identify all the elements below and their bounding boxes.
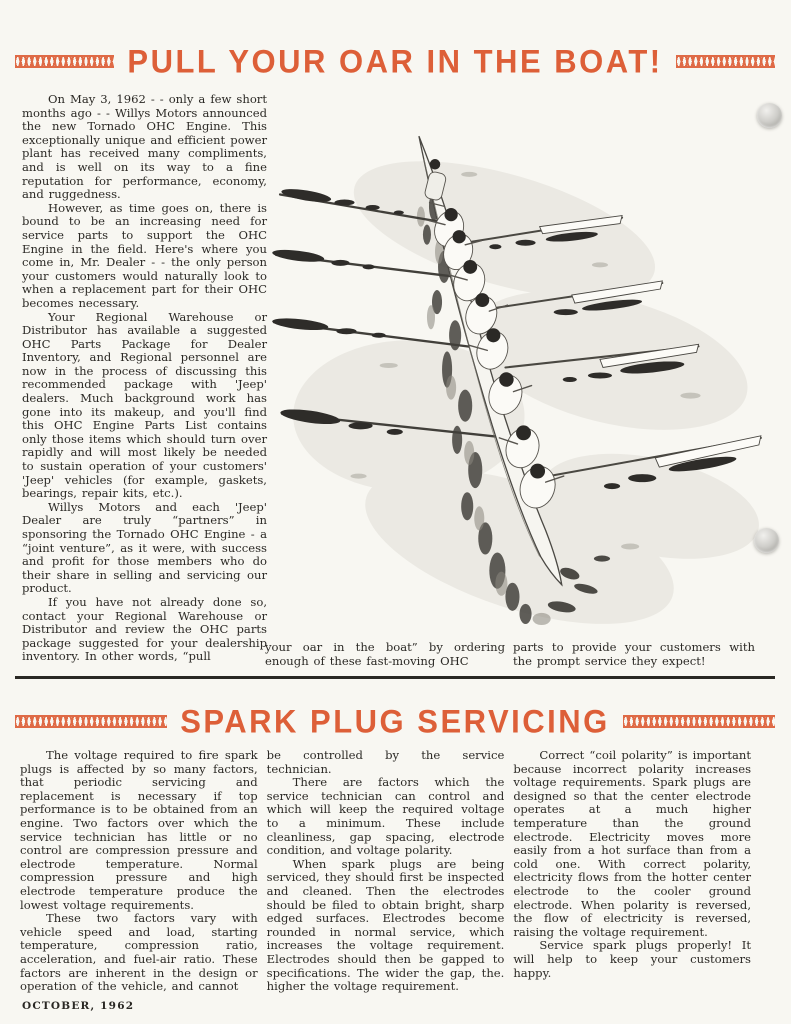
paragraph: When spark plugs are being serviced, they should first be inspected and cleaned. Then the electrodes should be filed to obtain bright, sharp edged surfaces. Electrodes become rounded in normal service, which increases the voltage requirement. Electrodes should then be gapped to specifications. The wider the gap, the. higher the voltage requirement.: [266, 856, 505, 994]
masthead-banner: [15, 42, 775, 80]
paragraph: Correct “coil polarity” is important because incorrect polarity increases voltage requirements. Spark plugs are designed so that the center electrode operates at a much higher temperature than the ground electrode. Electricity moves more easily from a hot surface than from a cold one. With correct polarity, electricity flows from the hotter center electrode to the cooler ground electrode. When polarity is reversed, the flow of electricity is reversed, raising the voltage requirement.: [513, 748, 752, 939]
caption-text: parts to provide your customers with the prompt service they expect!: [513, 640, 755, 668]
caption-text: your oar in the boat” by ordering enough of these fast-moving OHC: [265, 640, 505, 668]
paragraph: However, as time goes on, there is bound to be an increasing need for service parts to support the OHC Engine in the field. Here's where you come in, Mr. Dealer - - the only person your customers would naturally look to when a replacement part for their OHC becomes necessary.: [22, 200, 267, 310]
spark-column-2: [267, 749, 505, 994]
punch-hole-icon: [754, 528, 779, 553]
paragraph: If you have not already done so, contact your Regional Warehouse or Distributor and review the OHC parts package suggested for your dealership inventory. In other words, “pull: [22, 594, 267, 664]
caption-column-right: [513, 641, 755, 668]
paragraph: These two factors vary with vehicle speed and load, starting temperature, compression ratio, acceleration, and fuel-air ratio. These factors are inherent in the design or operation of the vehicle, and cannot: [20, 911, 258, 994]
paragraph: Service spark plugs properly! It will help to keep your customers happy.: [513, 938, 752, 980]
paragraph: Willys Motors and each 'Jeep' Dealer are truly “partners” in sponsoring the Tornado OHC Engine - a “joint venture”, as it were, with success and profit for those members who do their share in selling and servicing our product.: [22, 499, 267, 596]
paragraph: There are factors which the service technician can control and which will keep the required voltage to a minimum. These include cleanliness, gap spacing, electrode condition, and voltage polarity.: [266, 775, 505, 858]
rowing-illustration: [266, 114, 773, 632]
footer-date: OCTOBER, 1962: [22, 1000, 135, 1012]
section-divider: [15, 676, 775, 679]
rope-divider-icon: [15, 55, 114, 68]
article-title: PULL YOUR OAR IN THE BOAT!: [127, 42, 663, 80]
spark-columns: [20, 749, 751, 994]
paragraph: be controlled by the service technician.: [266, 748, 505, 776]
punch-hole-icon: [757, 103, 782, 128]
left-column: [22, 93, 267, 664]
spark-title: SPARK PLUG SERVICING: [180, 702, 610, 740]
paragraph: On May 3, 1962 - - only a few short months ago - - Willys Motors announced the new Tornado OHC Engine. This exceptionally unique and efficient power plant has received many compliments, and is well on its way to a fine reputation for performance, economy, and ruggedness.: [22, 92, 267, 202]
caption-column-left: [265, 641, 505, 668]
spark-column-1: [20, 749, 258, 994]
paragraph: The voltage required to fire spark plugs is affected by so many factors, that periodic servicing and replacement is necessary if top performance is to be obtained from an engine. Two factors over which the service technician has little or no control are compression pressure and electrode temperature. Normal compression pressure and high electrode temperature produce the lowest voltage requirements.: [20, 748, 258, 912]
rope-divider-icon: [15, 715, 167, 728]
spark-banner: [15, 701, 775, 741]
rope-divider-icon: [676, 55, 775, 68]
paragraph: Your Regional Warehouse or Distributor has available a suggested OHC Parts Package for Dealer Inventory, and Regional personnel are now in the process of discussing this recommended package with 'Jeep' dealers. Much background work has gone into its makeup, and you'll find this OHC Engine Parts List contains only those items which should turn over rapidly and will most likely be needed to sustain operation of your customers' 'Jeep' vehicles (for example, gaskets, bearings, repair kits, etc.).: [22, 309, 267, 501]
rope-divider-icon: [623, 715, 775, 728]
spark-column-3: [513, 749, 751, 994]
